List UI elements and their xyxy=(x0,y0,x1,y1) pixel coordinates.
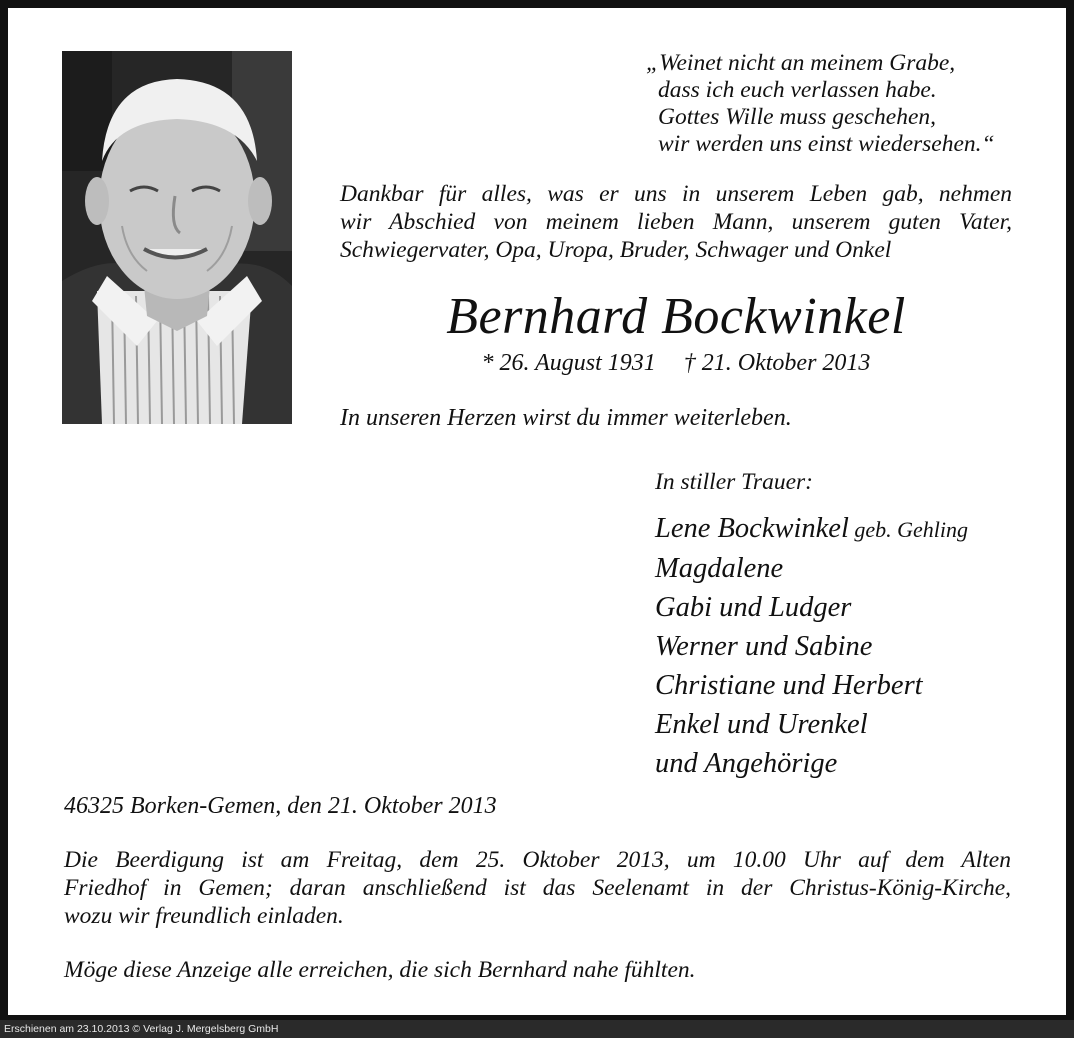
mourner-name: und Angehörige xyxy=(655,748,838,779)
burial-info xyxy=(64,846,1011,930)
burial-line: Friedhof in Gemen; daran anschließend ist das Seelenamt in der Christus-König-Kirche, xyxy=(64,875,1011,901)
poem xyxy=(646,50,995,158)
mourning-label: In stiller Trauer: xyxy=(655,469,813,495)
mourner-name: Magdalene xyxy=(655,553,784,584)
mourner-name xyxy=(655,509,968,549)
place-and-date: 46325 Borken-Gemen, den 21. Oktober 2013 xyxy=(64,793,497,819)
mourner-name: Werner und Sabine xyxy=(655,631,873,662)
motto: In unseren Herzen wirst du immer weiterleben. xyxy=(340,405,792,431)
death-date: † 21. Oktober 2013 xyxy=(683,350,871,376)
poem-line: dass ich euch verlassen habe. xyxy=(658,77,937,103)
intro-line: Dankbar für alles, was er uns in unserem Leben gab, nehmen xyxy=(340,181,1012,207)
mourner-name: Christiane und Herbert xyxy=(655,670,923,701)
poem-line: wir werden uns einst wiedersehen.“ xyxy=(658,131,995,157)
poem-line: „Weinet nicht an meinem Grabe, xyxy=(646,50,956,76)
poem-line: Gottes Wille muss geschehen, xyxy=(658,104,937,130)
intro-line: Schwiegervater, Opa, Uropa, Bruder, Schwager und Onkel xyxy=(340,237,892,263)
mourner-maiden-name: geb. Gehling xyxy=(848,517,969,542)
life-dates xyxy=(340,348,1012,378)
burial-line: Die Beerdigung ist am Freitag, dem 25. Oktober 2013, um 10.00 Uhr auf dem Alten xyxy=(64,847,1011,873)
mourner-primary: Lene Bockwinkel xyxy=(655,513,849,544)
birth-date: * 26. August 1931 xyxy=(481,350,656,376)
closing-line: Möge diese Anzeige alle erreichen, die sich Bernhard nahe fühlten. xyxy=(64,957,696,983)
portrait-photo xyxy=(62,51,292,424)
publication-footer: Erschienen am 23.10.2013 © Verlag J. Mergelsberg GmbH xyxy=(0,1020,1074,1038)
intro-line: wir Abschied von meinem lieben Mann, unserem guten Vater, xyxy=(340,209,1012,235)
mourner-name: Enkel und Urenkel xyxy=(655,709,868,740)
burial-line: wozu wir freundlich einladen. xyxy=(64,903,344,929)
portrait-illustration xyxy=(62,51,292,424)
deceased-name: Bernhard Bockwinkel xyxy=(446,288,906,345)
mourners-list xyxy=(655,509,968,783)
intro-text xyxy=(340,180,1012,264)
obituary-notice xyxy=(8,8,1066,1015)
mourner-name: Gabi und Ludger xyxy=(655,592,852,623)
